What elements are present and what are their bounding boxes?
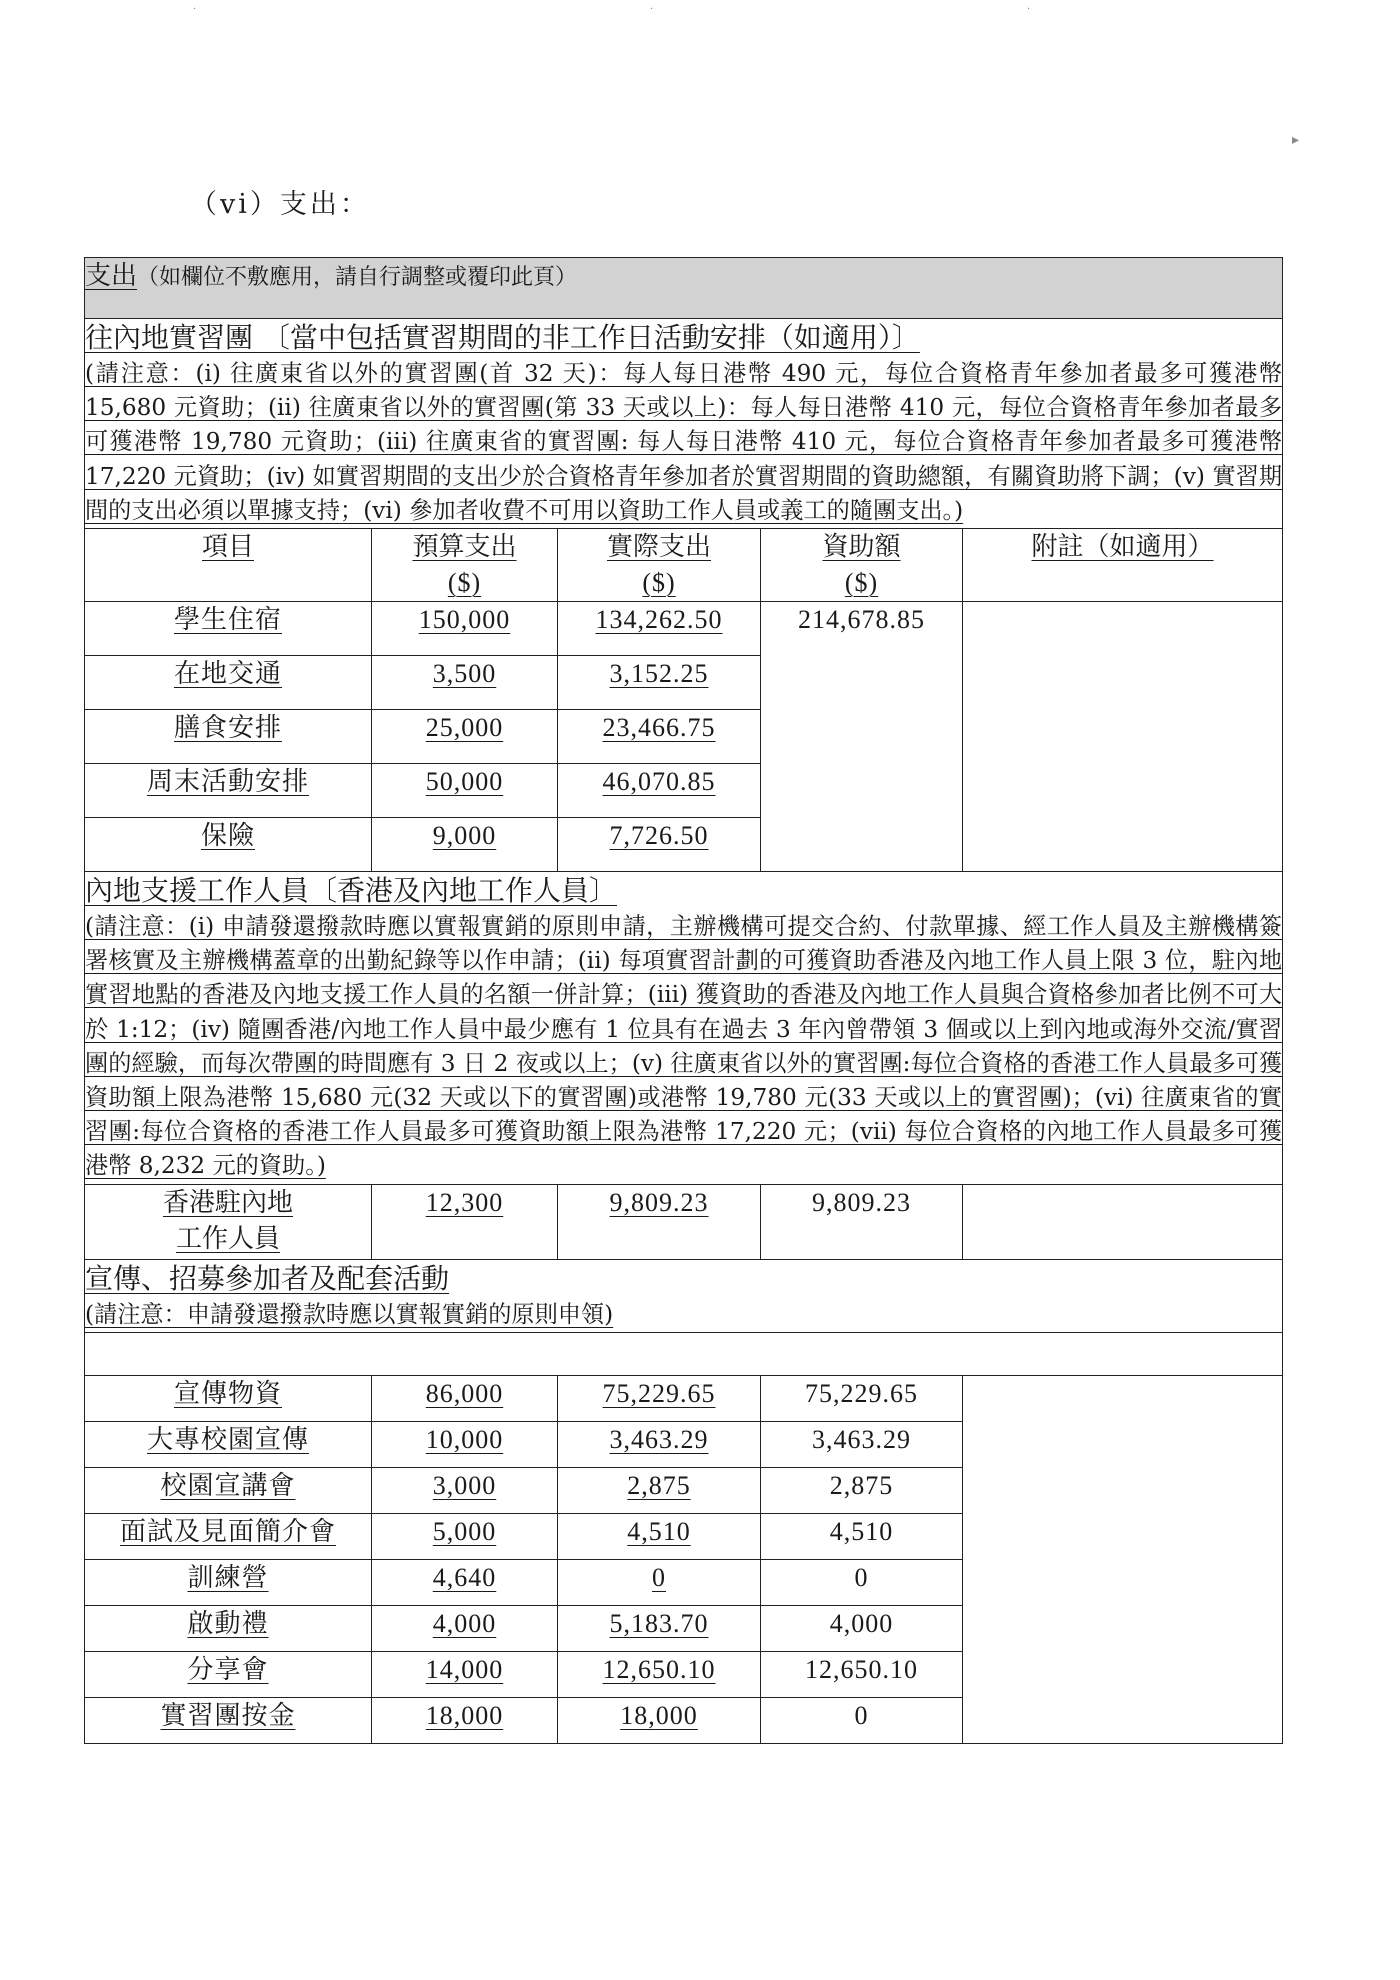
header-remarks: 附註（如適用）	[963, 529, 1283, 602]
section-promotion-title: 宣傳、招募參加者及配套活動	[85, 1261, 450, 1295]
section-internship-note: (請注意：(i) 往廣東省以外的實習團(首 32 天)：每人每日港幣 490 元，每位合資格青年參加者最多可獲港幣 15,680 元資助；(ii) 往廣東省以外的實習團(第 33 天或以上)：每人每日港幣 410 元，每位合資格青年參加者最多可獲港幣 19,780 元資助；(iii) 往廣東省的實習團: 每人每日港幣 410 元，每位合資格青年參加者最多可獲港幣 17,220 元資助；(iv) 如實習期間的支出少於合資格青年參加者於實習期間的資助總額，有關資助將下調；(v) 實習期間的支出必須以單據支持；(vi) 參加者收費不可用以資助工作人員或義工的隨團支出。)	[85, 360, 1283, 524]
section-internship-subsidy: 214,678.85	[761, 602, 963, 872]
column-header-row	[85, 529, 1283, 602]
table-row: 大專校園宣傳 10,000 3,463.29 3,463.29	[85, 1421, 1283, 1467]
table-row: 校園宣講會 3,000 2,875 2,875	[85, 1467, 1283, 1513]
table-row: 保險 9,000 7,726.50	[85, 818, 1283, 872]
table-title-note: （如欄位不敷應用，請自行調整或覆印此頁）	[137, 265, 578, 290]
page-heading: （vi）支出：	[190, 189, 370, 220]
section-staff-title: 內地支援工作人員〔香港及內地工作人員〕	[85, 874, 618, 908]
scan-speck: ·	[1027, 4, 1031, 15]
table-row: 膳食安排 25,000 23,466.75	[85, 710, 1283, 764]
table-row: 香港駐內地 工作人員 12,300 9,809.23 9,809.23	[85, 1184, 1283, 1259]
table-row: 面試及見面簡介會 5,000 4,510 4,510	[85, 1513, 1283, 1559]
table-title: 支出	[85, 261, 138, 291]
table-row: 訓練營 4,640 0 0	[85, 1559, 1283, 1605]
section-staff-note: (請注意：(i) 申請發還撥款時應以實報實銷的原則申請，主辦機構可提交合約、付款單據、經工作人員及主辦機構簽署核實及主辦機構蓋章的出勤紀錄等以作申請；(ii) 每項實習計劃的可獲資助香港及內地工作人員上限 3 位，駐內地實習地點的香港及內地支援工作人員的名額一併計算；(iii) 獲資助的香港及內地工作人員與合資格參加者比例不可大於 1:12；(iv) 隨團香港/內地工作人員中最少應有 1 位具有在過去 3 年內曾帶領 3 個或以上到內地或海外交流/實習團的經驗，而每次帶團的時間應有 3 日 2 夜或以上；(v) 往廣東省以外的實習團:每位合資格的香港工作人員最多可獲資助額上限為港幣 15,680 元(32 天或以下的實習團)或港幣 19,780 元(33 天或以上的實習團)；(vi) 往廣東省的實習團:每位合資格的香港工作人員最多可獲資助額上限為港幣 17,220 元；(vii) 每位合資格的內地工作人員最多可獲港幣 8,232 元的資助。)	[85, 913, 1283, 1180]
header-subsidy: 資助額 ($)	[761, 529, 963, 602]
table-row: 實習團按金 18,000 18,000 0	[85, 1697, 1283, 1743]
scan-speck: ·	[650, 4, 654, 15]
section-internship-title: 往內地實習團 〔當中包括實習期間的非工作日活動安排（如適用）〕	[85, 321, 920, 354]
table-row: 在地交通 3,500 3,152.25	[85, 656, 1283, 710]
table-row: 學生住宿 150,000 134,262.50 214,678.85	[85, 602, 1283, 656]
expenditure-table	[84, 257, 1283, 1744]
section-staff-header	[85, 872, 1283, 1185]
section-promotion-spacer	[85, 1332, 1283, 1375]
scan-speck: ▸	[1292, 132, 1300, 148]
table-title-row	[85, 258, 1283, 319]
table-row: 分享會 14,000 12,650.10 12,650.10	[85, 1651, 1283, 1697]
section-internship-header	[85, 319, 1283, 529]
header-budget: 預算支出 ($)	[372, 529, 558, 602]
section-promotion-remarks	[963, 1375, 1283, 1743]
section-promotion-note: (請注意：申請發還撥款時應以實報實銷的原則申領)	[85, 1300, 614, 1328]
header-actual: 實際支出 ($)	[558, 529, 761, 602]
table-row: 啟動禮 4,000 5,183.70 4,000	[85, 1605, 1283, 1651]
table-row: 宣傳物資 86,000 75,229.65 75,229.65	[85, 1375, 1283, 1421]
scan-speck: ·	[193, 4, 197, 15]
table-row: 周末活動安排 50,000 46,070.85	[85, 764, 1283, 818]
section-promotion-header	[85, 1259, 1283, 1332]
section-internship-remarks	[963, 602, 1283, 872]
header-item: 項目	[85, 529, 372, 602]
